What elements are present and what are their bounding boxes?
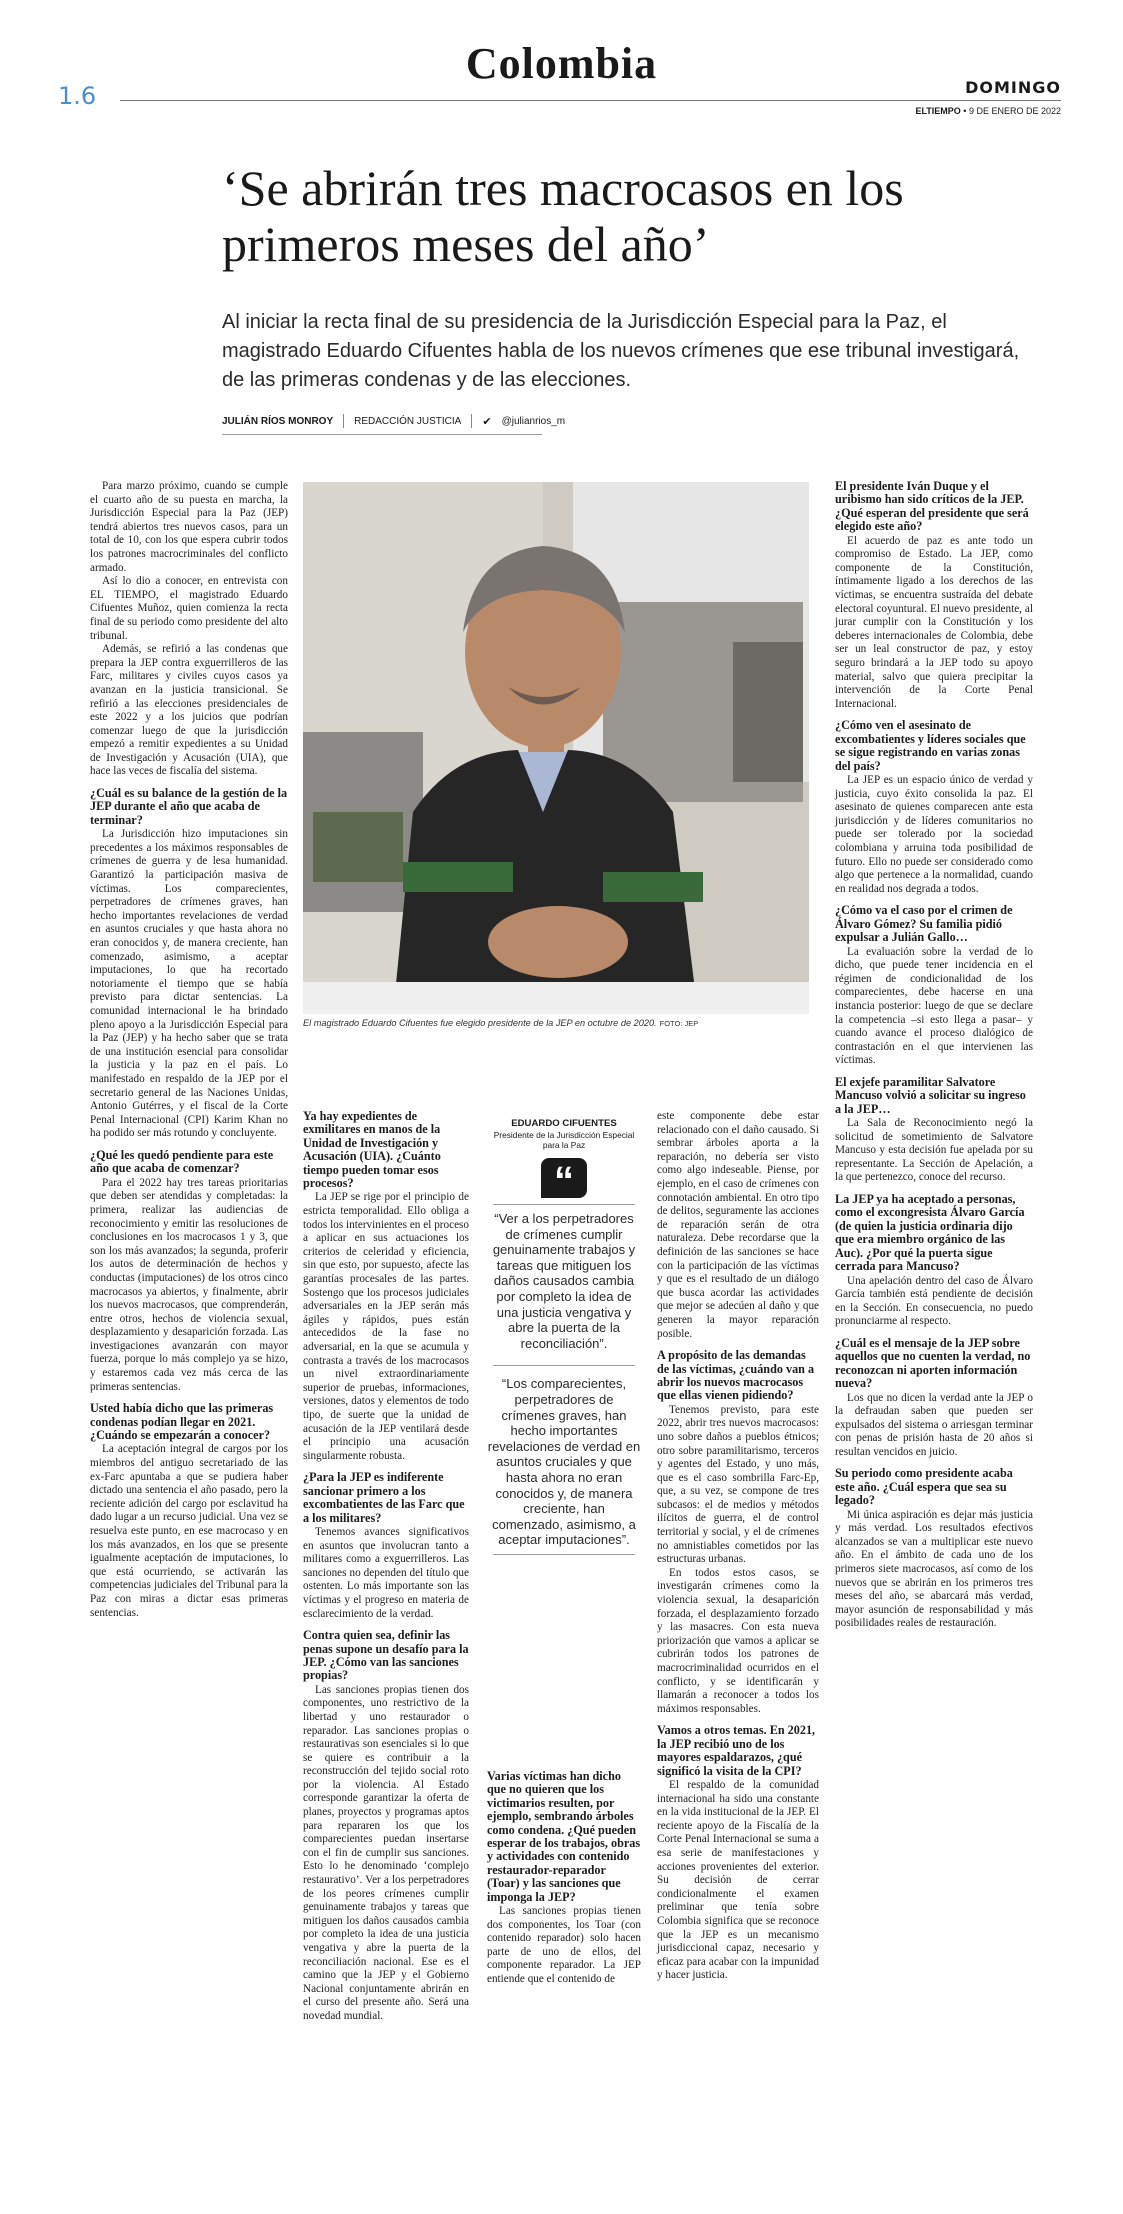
paper-name: ELTIEMPO	[915, 106, 961, 116]
answer: La Sala de Reconocimiento negó la solicitud de sometimiento de Salvatore Mancuso y esta decisión fue apelada por su representante. La Sección de Apelación, a la que pertenezco, conoce del recurso.	[835, 1117, 1033, 1184]
column-5	[835, 480, 1033, 1631]
answer: La aceptación integral de cargos por los miembros del antiguo secretariado de las ex-Farc apuntaba a que se pudiera haber dictado una sentencia el año pasado, pero la reciente adición del cargo por esclavitud ha dado lugar a un recurso judicial. Una vez se resuelva este punto, en ese macrocaso y en los más avanzados, en los que se presente igualmente aceptación de imputaciones, lo que está ocurriendo, se activarán las competencias judiciales del Tribunal para la Paz con miras a dictar esas primeras sentencias.	[90, 1443, 288, 1619]
author: JULIÁN RÍOS MONROY	[222, 415, 334, 427]
byline-separator	[343, 414, 344, 428]
pull-quote	[487, 1118, 641, 1561]
page-number: 1.6	[58, 82, 97, 110]
question: ¿Cómo ven el asesinato de excombatientes y líderes sociales que se sigue registrando en varias zonas del país?	[835, 718, 1026, 773]
question: La JEP ya ha aceptado a personas, como el excongresista Álvaro García (de quien la justicia ordinaria dijo que era miembro orgánico de las Auc). ¿Por qué la puerta sigue cerrada para Mancuso?	[835, 1192, 1025, 1274]
question: Su periodo como presidente acaba este año. ¿Cuál espera que sea su legado?	[835, 1466, 1013, 1508]
question: Usted había dicho que las primeras condenas podían llegar en 2021. ¿Cuándo se empezarán a conocer?	[90, 1401, 274, 1443]
byline-separator	[471, 414, 472, 428]
answer: Las sanciones propias tienen dos componentes, uno restrictivo de la libertad y uno restaurador o reparador. Las sanciones propias o restaurativas son esenciales si lo que se quiere es contribuir a la reconstrucción del tejido social roto por la violencia. Al Estado corresponde garantizar la oferta de planes, proyectos y programas aptos para repararen los que los comparecientes puedan insertarse con el fin de cumplir sus sanciones. Esto lo he denominado ‘complejo restaurativo’. Ver a los perpetradores de los peores crímenes cumplir genuinamente trabajos y tareas que mitiguen los daños causados cambia por completo la idea de una justicia vengativa y abre la puerta de la reconciliación nacional. Ese es el camino que la JEP y el Gobierno Nacional conjuntamente abrirán en el curso del presente año. Será una novedad mundial.	[303, 1683, 469, 2022]
photo-credit: FOTO: JEP	[659, 1019, 699, 1028]
answer: La evaluación sobre la verdad de lo dicho, que puede tener incidencia en el régimen de condicionalidad de los comparecientes, debe hacerse en una instancia posterior: luego de que se declare la competencia –si esto llega a pasar– y cuando avance el proceso dialógico de contrastación en el que intervienen las víctimas.	[835, 945, 1033, 1067]
question: Ya hay expedientes de exmilitares en manos de la Unidad de Investigación y Acusación (UIA). ¿Cuánto tiempo pueden tomar esos procesos?	[303, 1109, 441, 1191]
answer: La JEP se rige por el principio de estricta temporalidad. Ello obliga a todos los intervinientes en el proceso a aplicar en sus actuaciones los criterios de celeridad y eficiencia, sin que esto, por supuesto, afecte las garantías procesales de las partes. Sostengo que los procesos judiciales adversariales en la JEP serán más ágiles y rápidos, pues están antecedidos de la fase no adversarial, en la que se acumula y contrasta a través de los macrocasos un nivel extraordinariamente superior de pruebas, informaciones, versiones, datos y elementos de todo tipo, de suerte que la unidad de acusación de la JEP ventilará desde el principio una acusación singularmente robusta.	[303, 1191, 469, 1462]
quote-text: “Los comparecientes, perpetradores de crímenes graves, han hecho importantes revelaciones de verdad en asuntos cruciales y que hasta ahora no eran conocidos y, de manera creciente, han comenzado, asimismo, a aceptar imputaciones”.	[487, 1376, 641, 1548]
divider	[493, 1204, 635, 1205]
column-3	[487, 1770, 641, 1987]
photo-caption	[303, 1018, 809, 1028]
answer: La JEP es un espacio único de verdad y justicia, cuyo éxito consolida la paz. El asesinato de quienes comparecen ante esta jurisdicción y de líderes comunitarios no puede ser tolerado por la sociedad colombiana y arruina toda posibilidad de futuro. Ello no puede ser considerado como algo que pertenece a la normalidad, cuando en realidad nos degrada a todos.	[835, 773, 1033, 895]
question: Vamos a otros temas. En 2021, la JEP recibió uno de los mayores espaldarazos, ¿qué significó la visita de la CPI?	[657, 1723, 816, 1778]
column-4	[657, 1110, 819, 1983]
paragraph: Así lo dio a conocer, en entrevista con EL TIEMPO, el magistrado Eduardo Cifuentes Muñoz, quien comienza la recta final de su periodo como presidente del alto tribunal.	[90, 575, 288, 642]
answer: El respaldo de la comunidad internacional ha sido una constante en la vida institucional de la JEP. El reciente apoyo de la Fiscalía de la Corte Penal Internacional se suma a esa serie de manifestaciones y acciones provenientes del exterior. Su decisión de cerrar condicionalmente el examen preliminar que tenía sobre Colombia significa que se reconoce que la JEP es un mecanismo jurisdiccional capaz, necesario y eficaz para acabar con la impunidad y hacer justicia.	[657, 1779, 819, 1982]
answer: Mi única aspiración es dejar más justicia y más verdad. Los resultados efectivos alcanzados se van a multiplicar este nuevo año. En el ámbito de cada uno de los primeros siete macrocasos, así como de los nuevos que se abrirán en los primeros tres meses del año, se abarcará más verdad, mayor asunción de responsabilidad y más posibilidades reales de restauración.	[835, 1508, 1033, 1630]
answer: La Jurisdicción hizo imputaciones sin precedentes a los máximos responsables de crímenes de guerra y de lesa humanidad. Garantizó la participación masiva de víctimas. Los comparecientes, perpetradores de crímenes graves, han hecho importantes revelaciones de verdad en asuntos cruciales y que hasta ahora no eran conocidos y, de manera creciente, han comenzado, asimismo, a aceptar imputaciones, lo que ha recortado notoriamente el tiempo que se había previsto para dictar sentencias. La comunidad internacional le ha brindado pleno apoyo a la Jurisdicción Especial para la Paz (JEP) y ha hecho saber que se trata de una institución esencial para consolidar la justicia y la paz en el país. Lo manifestado en respaldo de la JEP por el secretario general de las Naciones Unidas, Antonio Gutérres, y el fiscal de la Corte Penal Internacional (CPI) Karim Khan no ha podido ser más rotundo y concluyente.	[90, 828, 288, 1140]
headline: ‘Se abrirán tres macrocasos en los primeros meses del año’	[222, 160, 904, 272]
question: ¿Cuál es el mensaje de la JEP sobre aquellos que no cuenten la verdad, no reconozcan ni aporten información nueva?	[835, 1335, 1031, 1391]
answer: Una apelación dentro del caso de Álvaro García también está pendiente de decisión en la Sección. En consecuencia, no puedo pronunciarme al respecto.	[835, 1274, 1033, 1328]
question: ¿Para la JEP es indiferente sancionar primero a los excombatientes de las Farc que a los militares?	[303, 1470, 465, 1525]
quote-speaker: EDUARDO CIFUENTES	[511, 1118, 617, 1129]
answer: Las sanciones propias tienen dos componentes, los Toar (con contenido reparador) solo hacen parte de uno de ellos, del componente reparador. La JEP entiende que el contenido de	[487, 1905, 641, 1986]
answer: este componente debe estar relacionado con el daño causado. Si sembrar árboles aporta a la reparación, no debería ser visto como algo indeseable. Piense, por ejemplo, en el caso de crímenes con connotación ambiental. En otro tipo de delitos, seguramente las acciones de reparación serán de otra naturaleza. Debe recordarse que la definición de las sanciones se hace con la participación de las víctimas y que es el resultado de un diálogo que busca acordar las actividades que mejor se adecúen al daño y que generen la mayor reparación posible.	[657, 1110, 819, 1340]
quote-text: “Ver a los perpetradores de crímenes cumplir genuinamente trabajos y tareas que mitiguen los daños causados cambia por completo la idea de una justicia vengativa y abre la puerta de la reconciliación”.	[492, 1211, 636, 1351]
answer: El acuerdo de paz es ante todo un compromiso de Estado. La JEP, como componente de la Constitución, íntimamente ligado a los derechos de las víctimas, se encuentra sustraída del debate electoral coyuntural. El nuevo presidente, al jurar cumplir con la Constitución y los deberes internacionales de Colombia, debe ser un leal constructor de paz, y estoy seguro brindará a la JEP todo su apoyo material, salvo que quiera precipitar la intervención de la Corte Penal Internacional.	[835, 534, 1033, 710]
answer: Para el 2022 hay tres tareas prioritarias que deben ser atendidas y completadas: la primera, realizar las audiencias de reconocimiento y emitir las resoluciones de conclusiones en los macrocasos 1 y 3, que son los más avanzados; la segunda, proferir los autos de determinación de hechos y conductas (imputaciones) de los otros cinco macrocasos ya abiertos, y finalmente, abrir los nuevos macrocasos, que comprenderán, entre otros, hechos de violencia sexual, desplazamiento y desaparición forzada. Las investigaciones avanzarán con mayor fuerza, porque lo más complejo ya se hizo, y estaremos cada vez más cerca de las primeras sentencias.	[90, 1176, 288, 1393]
quote-speaker-role: Presidente de la Jurisdicción Especial para la Paz	[493, 1130, 635, 1150]
question: ¿Qué les quedó pendiente para este año que acaba de comenzar?	[90, 1147, 274, 1176]
paragraph: Además, se refirió a las condenas que prepara la JEP contra exguerrilleros de las Farc, militares y civiles cuyos casos ya avanzan en la justicia transicional. Se refirió a las elecciones presidenciales de este 2022 y a los juicios que podrían comenzar luego de que la jurisdicción empezó a remitir expedientes a su Unidad de Investigación y Acusación (UIA), que hace las veces de fiscalía del sistema.	[90, 643, 288, 778]
divider	[493, 1554, 635, 1555]
answer: Tenemos previsto, para este 2022, abrir tres nuevos macrocasos: uno sobre daños a pueblos étnicos; otro sobre paramilitarismo, terceros y agentes del Estado, y uno más, que es el caso sombrilla Farc-Ep, que, a su vez, se compone de tres subcasos: el de medios y métodos ilícitos de guerra, el de control territorial y social, y el de crímenes no amnistiables cometidos por las estructuras urbanas.	[657, 1403, 819, 1566]
portrait-illustration	[303, 482, 809, 1014]
edition-date	[915, 106, 1061, 116]
column-2	[303, 1110, 469, 2024]
page-header	[0, 0, 1123, 120]
quote-mark-icon: “	[541, 1158, 587, 1198]
question: Varias víctimas han dicho que no quieren que los victimarios resulten, por ejemplo, sembrando árboles como condena. ¿Qué pueden esperar de los trabajos, obras y actividades con contenido restaurador-reparador (Toar) y las sanciones que imponga la JEP?	[487, 1769, 641, 1904]
column-1	[90, 480, 288, 1620]
question: A propósito de las demandas de las víctimas, ¿cuándo van a abrir los nuevos macrocasos que ellas vienen pidiendo?	[657, 1348, 815, 1403]
desk: REDACCIÓN JUSTICIA	[354, 415, 462, 427]
answer: En todos estos casos, se investigarán crímenes como la violencia sexual, la desaparición forzada, el desplazamiento forzado y las masacres. Con esta nueva priorización que vamos a aplicar se cubrirán todos los patrones de macrocriminalidad ocurridos en el conflicto, y se identificarán y llamarán a reconocer a todos los máximos responsables.	[657, 1566, 819, 1715]
question: El presidente Iván Duque y el uribismo han sido críticos de la JEP. ¿Qué esperan del presidente que será elegido este año?	[835, 479, 1029, 534]
question: ¿Cuál es su balance de la gestión de la JEP durante el año que acaba de terminar?	[90, 786, 288, 827]
divider	[493, 1365, 635, 1366]
header-rule	[120, 100, 1061, 101]
question: Contra quien sea, definir las penas supone un desafío para la JEP. ¿Cómo van las sanciones propias?	[303, 1628, 469, 1683]
section-title: Colombia	[465, 39, 658, 88]
twitter-handle: @julianrios_m	[501, 415, 566, 427]
byline	[222, 414, 565, 428]
answer: Tenemos avances significativos en asuntos que involucran tanto a militares como a exguerrilleros. Las sanciones no dependen del título que ostenten. Lo más importante son las víctimas y el progreso en materia de esclarecimiento de la verdad.	[303, 1525, 469, 1620]
day-label: DOMINGO	[965, 78, 1061, 97]
question: El exjefe paramilitar Salvatore Mancuso volvió a solicitar su ingreso a la JEP…	[835, 1074, 1026, 1116]
date-text: • 9 DE ENERO DE 2022	[960, 106, 1061, 116]
answer: Los que no dicen la verdad ante la JEP o la defraudan saben que pueden ser expulsados del sistema o arriesgan terminar con penas de prisión hasta de 20 años si resultan vencidos en juicio.	[835, 1391, 1033, 1458]
caption-text: El magistrado Eduardo Cifuentes fue elegido presidente de la JEP en octubre de 2020.	[303, 1018, 657, 1028]
question: ¿Cómo va el caso por el crimen de Álvaro Gómez? Su familia pidió expulsar a Julián Gallo…	[835, 903, 1013, 945]
deck: Al iniciar la recta final de su presidencia de la Jurisdicción Especial para la Paz, el magistrado Eduardo Cifuentes habla de los nuevos crímenes que ese tribunal investigará, de las primeras condenas y de las elecciones.	[222, 311, 1020, 391]
byline-rule	[222, 434, 542, 435]
portrait-photo	[303, 482, 809, 1014]
paragraph: Para marzo próximo, cuando se cumple el cuarto año de su puesta en marcha, la Jurisdicción Especial para la Paz (JEP) tendrá abiertos tres nuevos casos, para un total de 10, con los que espera cubrir todos los patrones macrocriminales del conflicto armado.	[90, 480, 288, 574]
twitter-icon: ✔	[482, 415, 492, 428]
